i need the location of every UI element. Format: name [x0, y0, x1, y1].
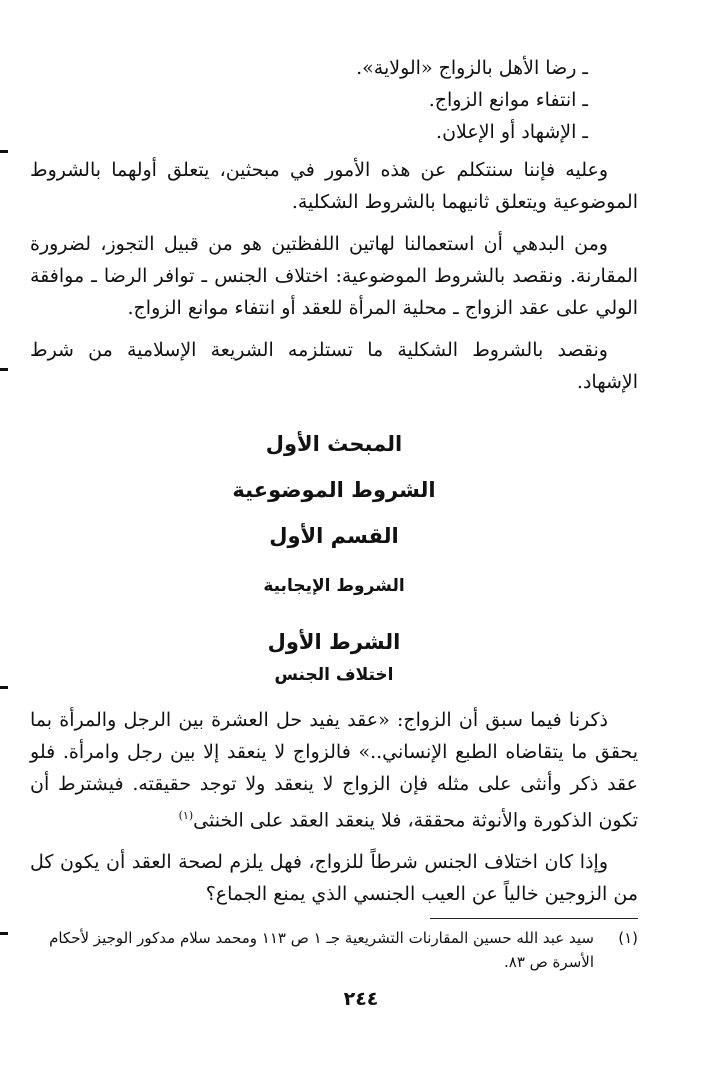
page-number: ٢٤٤ — [343, 988, 379, 1010]
footnote-reference: (١) — [178, 809, 194, 822]
footnote-number: (١) — [618, 929, 638, 947]
list-item: ـ الإشهاد أو الإعلان. — [436, 121, 588, 143]
footnote — [30, 926, 638, 974]
paragraph: وإذا كان اختلاف الجنس شرطاً للزواج، فهل يلزم لصحة العقد أن يكون كل من الزوجين خالياً عن العيب الجنسي الذي يمنع الجماع؟ — [30, 851, 638, 906]
footnote-text: سيد عبد الله حسين المقارنات التشريعية جـ ١ ص ١١٣ ومحمد سلام مدكور الوجيز لأحكام الأسرة ص ٨٣. — [49, 929, 594, 971]
section-title: الشروط الموضوعية — [232, 478, 436, 502]
paragraph: وعليه فإننا سنتكلم عن هذه الأمور في مبحثين، يتعلق أولهما بالشروط الموضوعية ويتعلق ثانيهما بالشروط الشكلية. — [30, 159, 638, 213]
part-title: الشروط الإيجابية — [263, 576, 405, 596]
scan-edge-mark — [0, 686, 8, 689]
part-heading: القسم الأول — [269, 524, 399, 548]
section-heading: المبحث الأول — [265, 432, 403, 456]
scan-edge-mark — [0, 368, 8, 371]
list-item: ـ رضا الأهل بالزواج «الولاية». — [356, 57, 588, 79]
list-item: ـ انتفاء موانع الزواج. — [428, 89, 588, 111]
paragraph — [30, 704, 638, 836]
footnote-divider — [430, 918, 638, 919]
paragraph: ومن البدهي أن استعمالنا لهاتين اللفظتين هو من قبيل التجوز، لضرورة المقارنة. ونقصد بالشروط الموضوعية: اختلاف الجنس ـ توافر الرضا ـ موافقة الولي على عقد الزواج ـ محلية المرأة للعقد أو انتفاء موانع الزواج. — [30, 233, 638, 319]
conditions-list — [30, 52, 588, 148]
paragraph-text: ذكرنا فيما سبق أن الزواج: «عقد يفيد حل العشرة بين الرجل والمرأة بما يحقق ما يتقاضاه الطبع الإنساني..» فالزواج لا ينعقد إلا بين رجل وامرأة. فلو عقد ذكر وأنثى على مثله فإن الزواج لا ينعقد ولا توجد حقيقته. فيشترط أن تكون الذكورة والأنوثة محققة، فلا ينعقد العقد على الخنثى — [30, 709, 638, 832]
scan-edge-mark — [0, 932, 8, 935]
page-body — [30, 52, 638, 920]
scan-edge-mark — [0, 150, 8, 153]
condition-title: اختلاف الجنس — [274, 665, 394, 685]
paragraph: ونقصد بالشروط الشكلية ما تستلزمه الشريعة الإسلامية من شرط الإشهاد. — [30, 339, 638, 393]
condition-heading: الشرط الأول — [267, 630, 401, 654]
